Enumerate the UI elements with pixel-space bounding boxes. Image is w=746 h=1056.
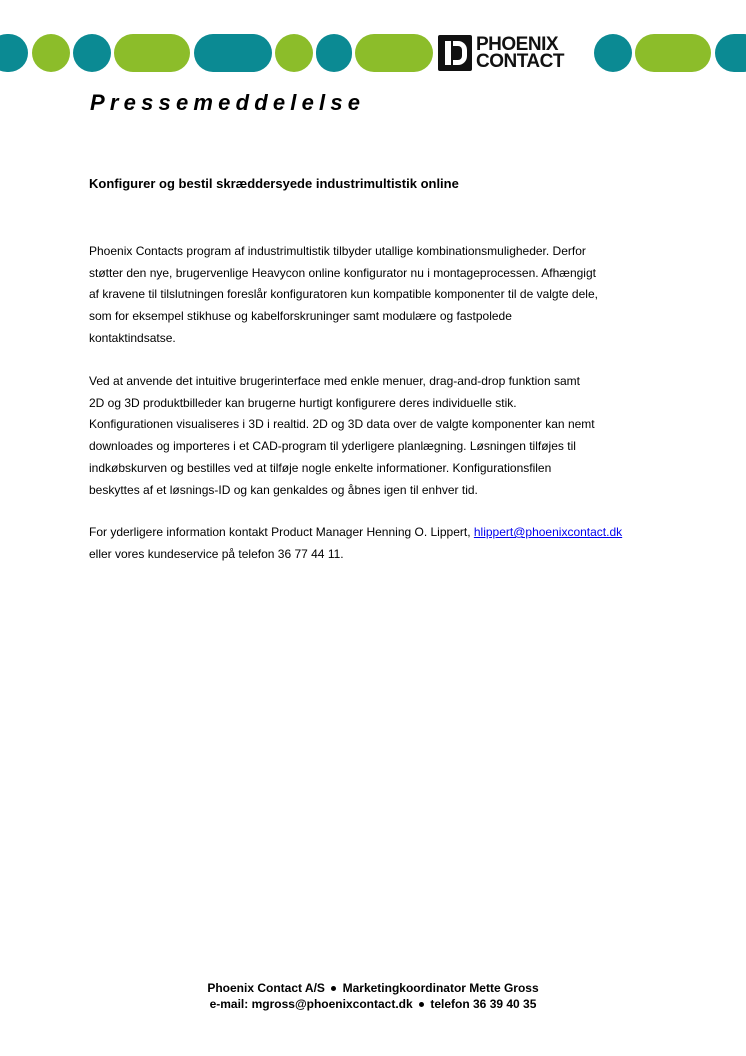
paragraph-line: af kravene til tilslutningen foreslår konfiguratoren kun kompatible komponenter til de valgte dele, bbox=[89, 287, 598, 302]
banner-pill-green bbox=[114, 34, 190, 72]
footer-email: e-mail: mgross@phoenixcontact.dk bbox=[209, 997, 413, 1011]
banner-dot-teal bbox=[715, 34, 746, 72]
header-banner bbox=[0, 34, 746, 74]
paragraph-line: downloades og importeres i et CAD-program til yderligere planlægning. Løsningen tilføjes til bbox=[89, 439, 576, 454]
banner-dot-green bbox=[275, 34, 313, 72]
banner-pill-green bbox=[635, 34, 711, 72]
paragraph-line: Phoenix Contacts program af industrimultistik tilbyder utallige kombinationsmuligheder. Derfor bbox=[89, 244, 586, 258]
contact-paragraph bbox=[89, 522, 669, 565]
banner-dot-teal bbox=[316, 34, 352, 72]
footer-company: Phoenix Contact A/S bbox=[207, 981, 325, 995]
paragraph-1 bbox=[89, 241, 669, 350]
footer-coordinator: Marketingkoordinator Mette Gross bbox=[342, 981, 539, 995]
banner-pill-green bbox=[355, 34, 433, 72]
paragraph-line: støtter den nye, brugervenlige Heavycon online konfigurator nu i montageprocessen. Afhængigt bbox=[89, 265, 596, 280]
article-title: Konfigurer og bestil skræddersyede industrimultistik online bbox=[89, 176, 459, 191]
contact-email-link[interactable]: hlippert@phoenixcontact.dk bbox=[473, 525, 623, 539]
footer-line-2 bbox=[0, 996, 746, 1012]
contact-prefix: For yderligere information kontakt Product Manager Henning O. Lippert, bbox=[89, 525, 474, 539]
banner-pill-teal bbox=[194, 34, 272, 72]
banner-dot-teal bbox=[73, 34, 111, 72]
contact-line-1 bbox=[89, 522, 669, 544]
paragraph-line: kontaktindsatse. bbox=[89, 330, 176, 345]
banner-dot-teal bbox=[0, 34, 28, 72]
paragraph-line: 2D og 3D produktbilleder kan brugerne hurtigt konfigurere deres individuelle stik. bbox=[89, 395, 517, 410]
paragraph-line: indkøbskurven og bestilles ved at tilføje nogle enkelte informationer. Konfigurationsfilen bbox=[89, 460, 552, 475]
phoenix-contact-logo bbox=[438, 34, 590, 74]
footer bbox=[0, 980, 746, 1012]
bullet-icon bbox=[331, 986, 336, 991]
paragraph-line: beskyttes af et løsnings-ID og kan genkaldes og åbnes igen til enhver tid. bbox=[89, 482, 478, 497]
paragraph-line: Konfigurationen visualiseres i 3D i realtid. 2D og 3D data over de valgte komponenter kan nemt bbox=[89, 417, 595, 432]
paragraph-line: Ved at anvende det intuitive brugerinterface med enkle menuer, drag-and-drop funktion samt bbox=[89, 374, 580, 388]
logo-mark-icon bbox=[438, 35, 472, 71]
page-heading: Pressemeddelelse bbox=[90, 90, 366, 115]
contact-line-2: eller vores kundeservice på telefon 36 77 44 11. bbox=[89, 546, 344, 561]
logo-line-2: CONTACT bbox=[476, 51, 564, 72]
bullet-icon bbox=[419, 1002, 424, 1007]
paragraph-2 bbox=[89, 371, 669, 501]
banner-dot-green bbox=[32, 34, 70, 72]
footer-phone: telefon 36 39 40 35 bbox=[430, 997, 537, 1011]
banner-dot-teal bbox=[594, 34, 632, 72]
paragraph-line: som for eksempel stikhuse og kabelforskruninger samt modulære og fastpolede bbox=[89, 309, 512, 324]
footer-line-1 bbox=[0, 980, 746, 996]
logo-line-1: PHOENIX bbox=[476, 34, 559, 55]
